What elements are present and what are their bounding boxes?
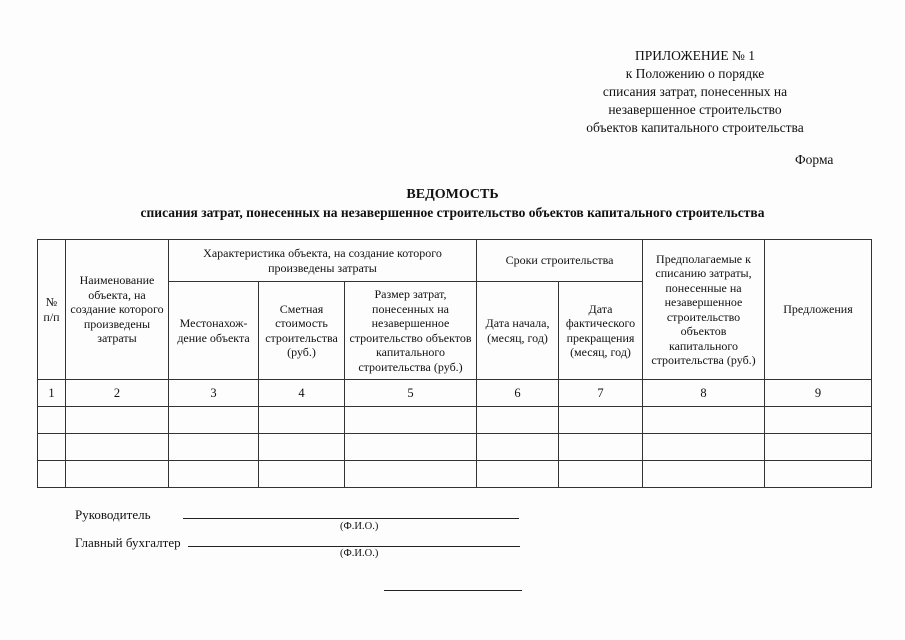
header-proposals: Предложения bbox=[765, 240, 872, 380]
header-start-date: Дата начала, (месяц, год) bbox=[477, 282, 559, 380]
table-row bbox=[38, 461, 872, 488]
writeoff-table bbox=[37, 239, 872, 488]
appendix-line-2: к Положению о порядке bbox=[625, 66, 765, 81]
table-cell bbox=[643, 461, 765, 488]
column-number-row bbox=[38, 380, 872, 407]
column-number: 2 bbox=[66, 380, 169, 407]
table-cell bbox=[66, 434, 169, 461]
table-cell bbox=[559, 461, 643, 488]
header-object-name: Наименование объекта, на создание которого произведены затраты bbox=[66, 240, 169, 380]
table-cell bbox=[765, 434, 872, 461]
table-cell bbox=[259, 434, 345, 461]
appendix-line-5: объектов капитального строительства bbox=[586, 120, 804, 135]
table-cell bbox=[169, 407, 259, 434]
accountant-fio-hint: (Ф.И.О.) bbox=[340, 548, 379, 559]
column-number: 6 bbox=[477, 380, 559, 407]
header-construction-terms: Сроки строительства bbox=[477, 240, 643, 282]
table-cell bbox=[38, 407, 66, 434]
column-number: 1 bbox=[38, 380, 66, 407]
table-cell bbox=[169, 434, 259, 461]
header-end-date: Дата фактического прекращения (месяц, год) bbox=[559, 282, 643, 380]
appendix-line-3: списания затрат, понесенных на bbox=[602, 84, 788, 99]
table-cell bbox=[477, 407, 559, 434]
accountant-signature-line bbox=[188, 546, 520, 547]
column-number: 3 bbox=[169, 380, 259, 407]
accountant-signature-label: Главный бухгалтер bbox=[75, 535, 181, 550]
column-number: 4 bbox=[259, 380, 345, 407]
table-cell bbox=[259, 407, 345, 434]
head-signature-label: Руководитель bbox=[75, 507, 151, 522]
table-cell bbox=[345, 407, 477, 434]
document-title: ВЕДОМОСТЬ bbox=[406, 187, 499, 202]
header-cost-amount: Размер затрат, понесенных на незавершенное строительство объектов капитального строительства (руб.) bbox=[345, 282, 477, 380]
table-cell bbox=[643, 434, 765, 461]
header-characteristic: Характеристика объекта, на создание которого произведены затраты bbox=[169, 240, 477, 282]
table-cell bbox=[66, 407, 169, 434]
table-cell bbox=[66, 461, 169, 488]
header-writeoff-costs: Предполагаемые к списанию затраты, понесенные на незавершенное строительство объектов капитального строительства (руб.) bbox=[643, 240, 765, 380]
appendix-line-1: ПРИЛОЖЕНИЕ № 1 bbox=[634, 48, 756, 63]
table-cell bbox=[559, 434, 643, 461]
table-cell bbox=[259, 461, 345, 488]
table-row bbox=[38, 434, 872, 461]
appendix-header bbox=[555, 47, 835, 137]
head-fio-hint: (Ф.И.О.) bbox=[340, 521, 379, 532]
form-label: Форма bbox=[795, 152, 834, 167]
head-signature-line bbox=[183, 518, 519, 519]
table-cell bbox=[559, 407, 643, 434]
header-location: Местонахож-дение объекта bbox=[169, 282, 259, 380]
column-number: 8 bbox=[643, 380, 765, 407]
table-cell bbox=[643, 407, 765, 434]
table-cell bbox=[765, 461, 872, 488]
column-number: 7 bbox=[559, 380, 643, 407]
appendix-line-4: незавершенное строительство bbox=[608, 102, 782, 117]
table-cell bbox=[477, 461, 559, 488]
header-estimated-cost: Сметная стоимость строительства (руб.) bbox=[259, 282, 345, 380]
table-cell bbox=[765, 407, 872, 434]
table-cell bbox=[477, 434, 559, 461]
column-number: 9 bbox=[765, 380, 872, 407]
table-cell bbox=[345, 434, 477, 461]
table-cell bbox=[38, 461, 66, 488]
table-cell bbox=[169, 461, 259, 488]
table-row bbox=[38, 407, 872, 434]
document-subtitle: списания затрат, понесенных на незавершенное строительство объектов капитального строительства bbox=[140, 205, 765, 220]
date-line bbox=[384, 590, 522, 591]
table-cell bbox=[345, 461, 477, 488]
table-cell bbox=[38, 434, 66, 461]
column-number: 5 bbox=[345, 380, 477, 407]
header-num: № п/п bbox=[38, 240, 66, 380]
